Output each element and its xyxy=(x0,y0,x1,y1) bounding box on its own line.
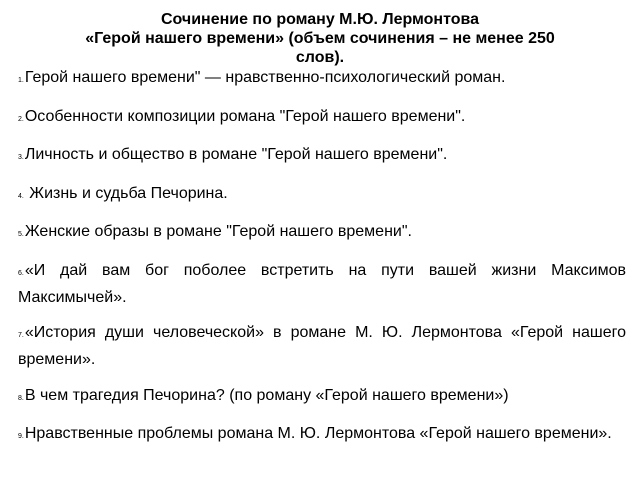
topic-number: 3. xyxy=(18,154,24,161)
topic-item xyxy=(18,66,626,93)
topic-item xyxy=(18,182,626,209)
topic-number: 9. xyxy=(18,433,24,440)
document-title xyxy=(60,10,580,67)
topic-item xyxy=(18,384,626,411)
topic-number: 7. xyxy=(18,332,24,339)
topic-text: Личность и общество в романе "Герой нашего времени". xyxy=(24,146,448,163)
topic-text: Женские образы в романе "Герой нашего времени". xyxy=(24,223,412,240)
topic-number: 2. xyxy=(18,115,24,123)
topic-number: 5. xyxy=(18,231,24,238)
topic-text: Жизнь и судьба Печорина. xyxy=(24,184,228,202)
topic-number: 8. xyxy=(18,394,24,402)
topic-text: «И дай вам бог поболее встретить на пути вашей жизни Максимов Максимычей». xyxy=(18,261,626,306)
topic-number: 1. xyxy=(18,77,24,84)
topic-text: В чем трагедия Печорина? (по роману «Герой нашего времени») xyxy=(24,386,509,404)
topic-item xyxy=(18,220,626,247)
topic-item xyxy=(18,105,626,132)
topic-text: «История души человеческой» в романе М. Ю. Лермонтова «Герой нашего времени». xyxy=(18,324,626,368)
topic-item xyxy=(18,321,626,372)
topic-number: 6. xyxy=(18,269,24,277)
title-line-2: «Герой нашего времени» (объем сочинения – не менее 250 слов). xyxy=(85,30,555,66)
topic-item xyxy=(18,143,626,170)
topic-number: 4. xyxy=(18,192,24,200)
topic-item xyxy=(18,422,626,449)
topic-text: Нравственные проблемы романа М. Ю. Лермонтова «Герой нашего времени». xyxy=(24,425,612,442)
topic-text: Герой нашего времени" — нравственно-психологический роман. xyxy=(24,69,506,86)
title-line-1: Сочинение по роману М.Ю. Лермонтова xyxy=(160,11,480,28)
topic-text: Особенности композиции романа "Герой нашего времени". xyxy=(24,107,466,125)
topic-item xyxy=(18,259,626,310)
topic-list xyxy=(18,66,626,461)
